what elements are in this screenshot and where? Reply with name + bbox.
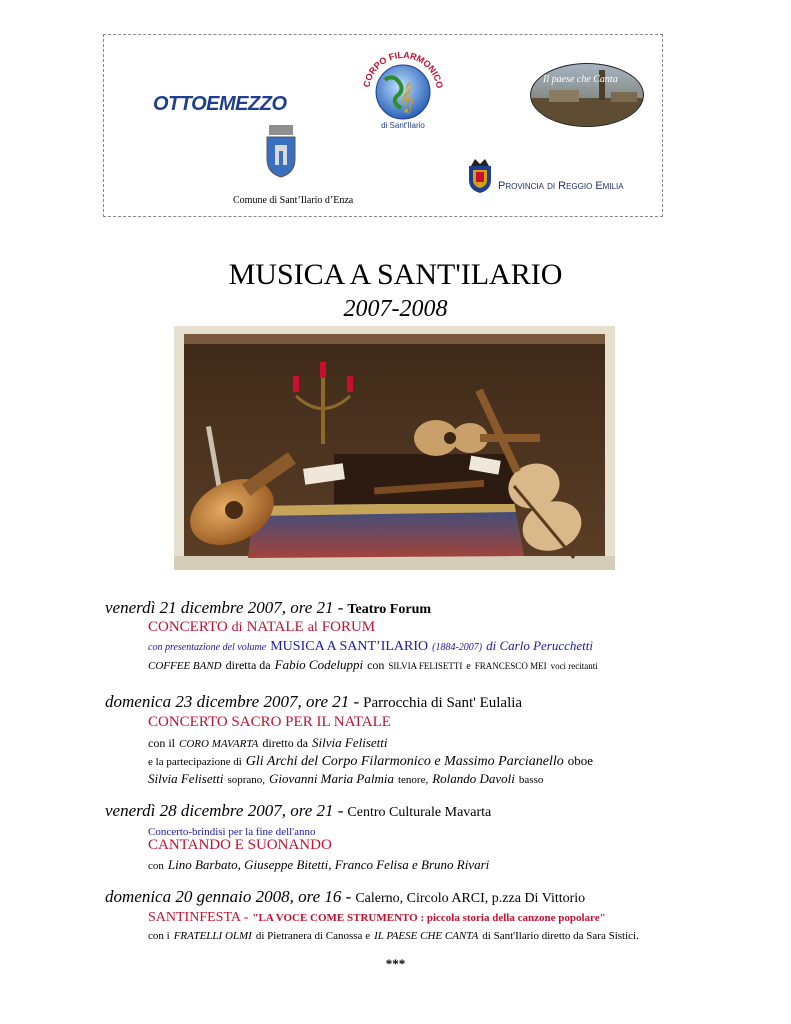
event-2-coro: CORO MAVARTA xyxy=(179,738,259,750)
event-2-part-inst: oboe xyxy=(567,753,593,768)
event-2-part-pre: e la partecipazione di xyxy=(148,756,242,768)
event-1-band-leader: Fabio Codeluppi xyxy=(274,657,364,672)
event-4-title-text: SANTINFESTA - xyxy=(148,910,249,925)
event-1-pres-years: (1884-2007) xyxy=(432,642,483,653)
event-1-band xyxy=(148,656,598,674)
event-3-title xyxy=(148,836,332,854)
event-1-band-dir: diretta da xyxy=(225,658,271,672)
event-2-soloists xyxy=(148,770,543,788)
event-1-date: venerdì 21 dicembre 2007, ore 21 - xyxy=(105,598,344,617)
event-2-title xyxy=(148,713,391,731)
event-2-s1-role: soprano, xyxy=(227,774,266,786)
ottoemezzo-logo: OTTOEMEZZO xyxy=(153,93,287,115)
event-2-coro xyxy=(148,734,388,752)
instruments-photo xyxy=(174,326,615,570)
event-2-participation xyxy=(148,752,593,770)
event-1-title-d: al xyxy=(307,620,318,635)
event-3-date: venerdì 28 dicembre 2007, ore 21 - xyxy=(105,801,344,820)
event-1-dateline xyxy=(105,598,431,618)
event-4-date: domenica 20 gennaio 2008, ore 16 - xyxy=(105,887,352,906)
event-2-s1: Silvia Felisetti xyxy=(148,771,224,786)
event-1-pres-book: MUSICA A SANT’ILARIO xyxy=(270,639,429,654)
event-2-dateline xyxy=(105,692,522,712)
provincia-text: Provincia di Reggio Emilia xyxy=(498,180,624,192)
event-4-p5: di Sant'Ilario diretto da Sara Sistici. xyxy=(482,930,639,942)
event-4-performers xyxy=(148,926,639,944)
event-1-band-roles: voci recitanti xyxy=(550,661,598,671)
event-4-p1: con i xyxy=(148,930,170,942)
event-1-venue: Teatro Forum xyxy=(347,602,432,617)
event-4-title xyxy=(148,908,606,926)
provincia-crest xyxy=(465,158,495,194)
event-1-title-e: FORUM xyxy=(321,619,376,635)
event-2-coro-leader: Silvia Felisetti xyxy=(312,735,388,750)
event-2-coro-pre: con il xyxy=(148,736,175,750)
event-2-s3-role: basso xyxy=(518,774,544,786)
event-4-venue: Calerno, Circolo ARCI, p.zza Di Vittorio xyxy=(355,891,586,906)
page-year: 2007-2008 xyxy=(343,296,448,322)
event-1-title xyxy=(148,618,375,636)
event-2-s2: Giovanni Maria Palmia xyxy=(269,771,394,786)
event-1-band-name: COFFEE BAND xyxy=(148,660,222,672)
event-4-subtitle: "LA VOCE COME STRUMENTO : piccola storia della canzone popolare" xyxy=(252,912,606,924)
page-title: MUSICA A SANT'ILARIO xyxy=(228,258,563,291)
event-2-coro-dir: diretto da xyxy=(262,736,309,750)
event-2-s3: Rolando Davoli xyxy=(432,771,515,786)
event-3-con: con xyxy=(148,860,164,872)
paese-che-canta-logo xyxy=(529,62,645,128)
comune-caption: Comune di Sant’Ilario d’Enza xyxy=(233,195,354,206)
corpo-logo-ring-text: CORPO FILARMONICO xyxy=(361,50,445,90)
event-1-band-con: con xyxy=(367,658,385,672)
corpo-logo-sub: di Sant'Ilario xyxy=(381,121,425,130)
event-3-pre-text: Concerto-brindisi per la fine dell'anno xyxy=(148,826,316,838)
event-1-title-b: di xyxy=(231,620,243,635)
event-2-venue: Parrocchia di Sant' Eulalia xyxy=(363,695,523,711)
event-3-performers xyxy=(148,856,489,874)
event-1-band-guest: SILVIA FELISETTI xyxy=(388,661,463,671)
event-4-p4: IL PAESE CHE CANTA xyxy=(374,930,479,942)
paese-logo-text: Il paese che Canta xyxy=(543,74,618,85)
event-3-title-text: CANTANDO E SUONANDO xyxy=(148,837,332,853)
event-1-title-a: CONCERTO xyxy=(148,619,228,635)
footer-mark: *** xyxy=(385,956,406,971)
event-2-date: domenica 23 dicembre 2007, ore 21 - xyxy=(105,692,360,711)
event-3-dateline xyxy=(105,801,491,821)
event-3-venue: Centro Culturale Mavarta xyxy=(347,805,492,820)
event-1-pres-prefix: con presentazione del volume xyxy=(148,642,267,653)
event-3-performers-text: Lino Barbato, Giuseppe Bitetti, Franco Felisa e Bruno Rivari xyxy=(167,857,490,872)
event-4-dateline xyxy=(105,887,585,907)
event-1-pres-author: di Carlo Perucchetti xyxy=(486,638,593,653)
comune-coat-of-arms xyxy=(263,125,299,179)
event-1-band-e: e xyxy=(466,661,471,672)
event-1-title-c: NATALE xyxy=(246,619,304,635)
event-2-part: Gli Archi del Corpo Filarmonico e Massimo Parcianello xyxy=(245,754,564,769)
event-4-p2: FRATELLI OLMI xyxy=(173,930,252,942)
event-1-presentation xyxy=(148,637,593,655)
event-2-title-text: CONCERTO SACRO PER IL NATALE xyxy=(148,714,391,730)
svg-text:𝄞: 𝄞 xyxy=(399,83,415,113)
event-4-p3: di Pietranera di Canossa e xyxy=(255,930,371,942)
event-2-s2-role: tenore, xyxy=(397,774,429,786)
event-1-band-guest2: FRANCESCO MEI xyxy=(474,661,547,671)
corpo-filarmonico-logo xyxy=(355,50,451,130)
